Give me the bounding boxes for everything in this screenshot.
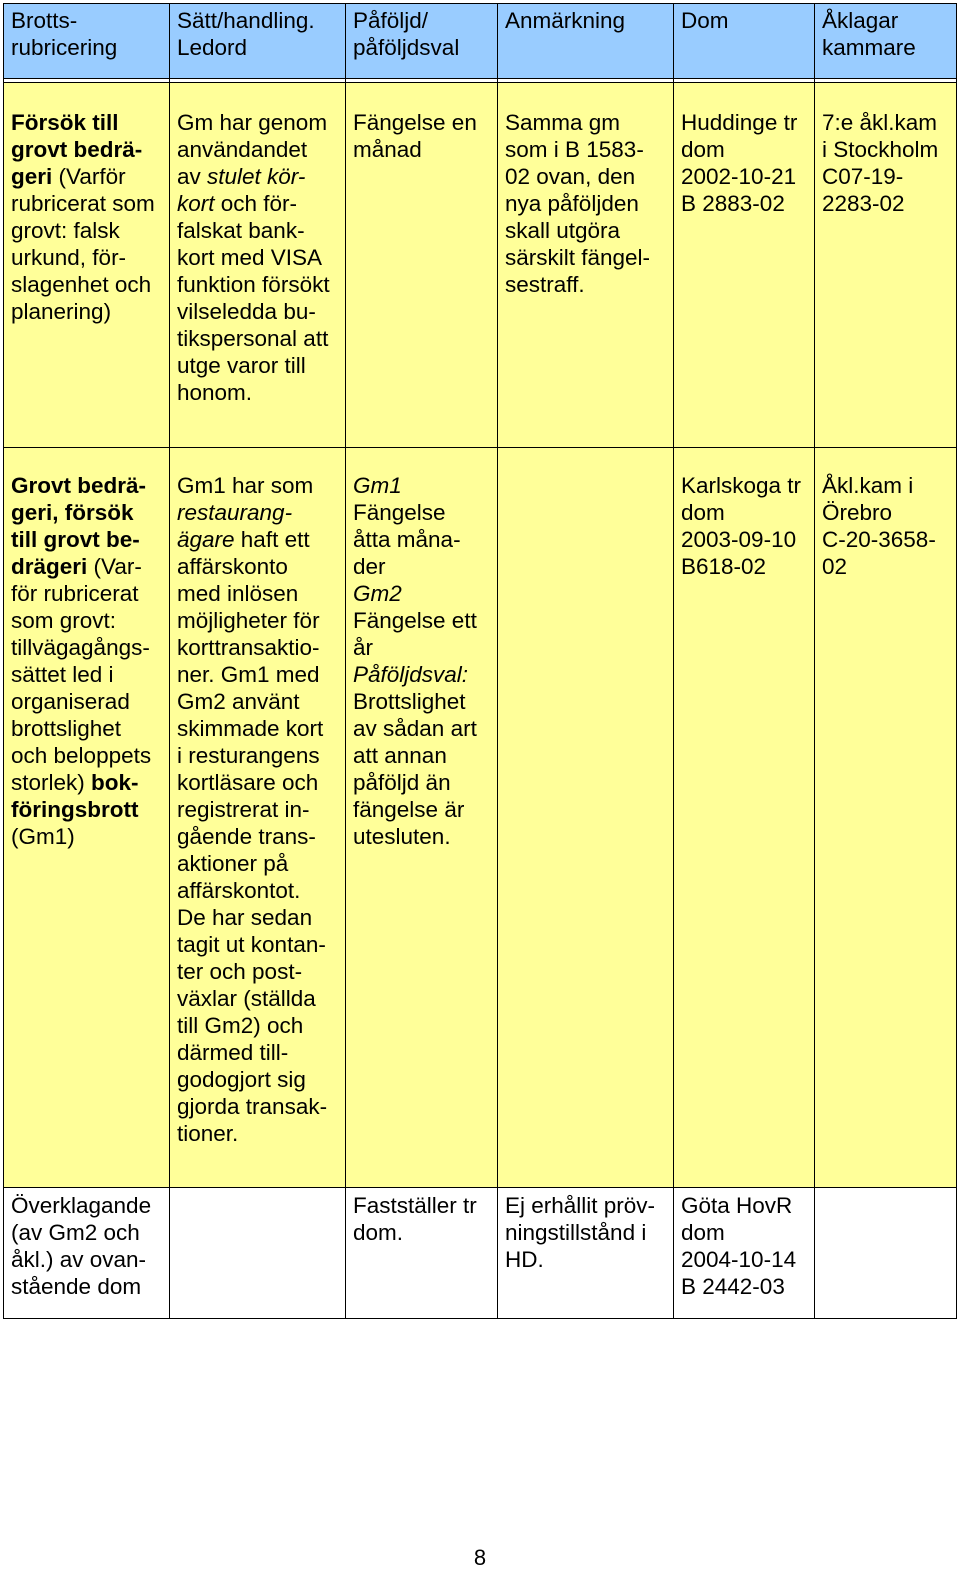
cell-brottsrubricering: Försök till grovt bedrä- geri (Varför rubricerat som grovt: falsk urkund, för- slagenhet och planering)	[4, 83, 170, 448]
cell-anmarkning	[498, 448, 674, 1188]
cell-dom: Karlskoga tr dom 2003-09-10 B618-02	[674, 448, 815, 1188]
cell-dom: Göta HovR dom 2004-10-14 B 2442-03	[674, 1188, 815, 1319]
header-pafoljd: Påföljd/ påföljdsval	[346, 4, 498, 79]
cell-anmarkning: Samma gm som i B 1583- 02 ovan, den nya påföljden skall utgöra särskilt fängel- sestraff.	[498, 83, 674, 448]
cell-brottsrubricering: Grovt bedrä- geri, försök till grovt be- drägeri (Var- för rubricerat som grovt: tillvägagångs- sättet led i organiserad brottslighet och beloppets storlek) bok- föringsbrott (Gm1)	[4, 448, 170, 1188]
judgment-table	[3, 3, 957, 1319]
cell-brottsrubricering: Överklagande (av Gm2 och åkl.) av ovan- stående dom	[4, 1188, 170, 1319]
cell-pafoljd: Fastställer tr dom.	[346, 1188, 498, 1319]
table-row	[4, 83, 957, 448]
header-aklagarkammare: Åklagar kammare	[815, 4, 957, 79]
header-dom: Dom	[674, 4, 815, 79]
header-satt-handling: Sätt/handling. Ledord	[170, 4, 346, 79]
cell-aklagarkammare	[815, 1188, 957, 1319]
table-row	[4, 1188, 957, 1319]
cell-pafoljd: Gm1 Fängelse åtta måna- der Gm2 Fängelse ett år Påföljdsval: Brottslighet av sådan art att annan påföljd än fängelse är utesluten.	[346, 448, 498, 1188]
page-number: 8	[473, 1545, 487, 1570]
cell-satt-handling	[170, 1188, 346, 1319]
header-brottsrubricering: Brotts- rubricering	[4, 4, 170, 79]
header-anmarkning: Anmärkning	[498, 4, 674, 79]
cell-pafoljd: Fängelse en månad	[346, 83, 498, 448]
cell-aklagarkammare: 7:e åkl.kam i Stockholm C07-19- 2283-02	[815, 83, 957, 448]
cell-dom: Huddinge tr dom 2002-10-21 B 2883-02	[674, 83, 815, 448]
table-row	[4, 448, 957, 1188]
cell-satt-handling: Gm har genom användandet av stulet kör- kort och för- falskat bank- kort med VISA funktion försökt vilseledda bu- tikspersonal att utge varor till honom.	[170, 83, 346, 448]
cell-satt-handling: Gm1 har som restaurang- ägare haft ett affärskonto med inlösen möjligheter för korttransaktio- ner. Gm1 med Gm2 använt skimmade kort i resturangens kortläsare och registrerat in- gående trans- aktioner på affärskontot. De har sedan tagit ut kontan- ter och post- växlar (ställda till Gm2) och därmed till- godogjort sig gjorda transak- tioner.	[170, 448, 346, 1188]
cell-aklagarkammare: Åkl.kam i Örebro C-20-3658- 02	[815, 448, 957, 1188]
cell-anmarkning: Ej erhållit pröv- ningstillstånd i HD.	[498, 1188, 674, 1319]
header-row	[4, 4, 957, 79]
